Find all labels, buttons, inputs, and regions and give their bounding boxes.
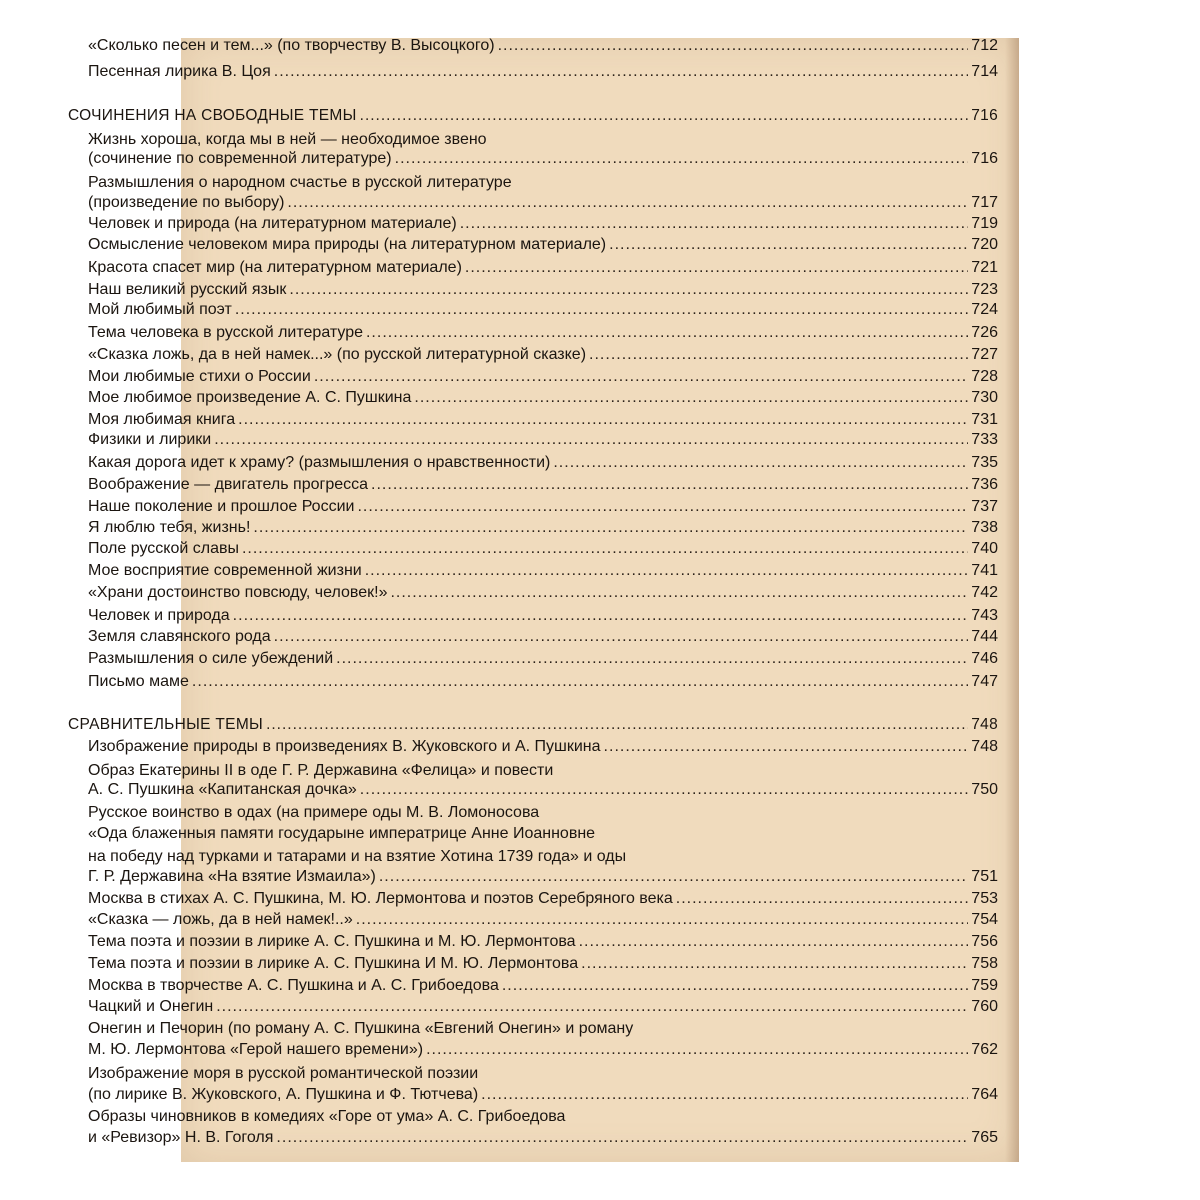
page-number: 759 <box>971 977 998 994</box>
dot-leader <box>216 997 968 1017</box>
entry-title: «Храни достоинство повсюду, человек!» <box>88 584 388 601</box>
toc-entry <box>88 36 998 56</box>
toc-entry <box>88 997 998 1017</box>
toc-entry <box>88 932 998 952</box>
entry-title: Я люблю тебя, жизнь! <box>88 519 251 536</box>
page-number: 740 <box>971 540 998 557</box>
page-edge-shadow <box>1005 38 1019 1162</box>
entry-title: Чацкий и Онегин <box>88 998 214 1015</box>
toc-entry <box>88 649 998 669</box>
entry-title-line: Русское воинство в одах (на примере оды М. В. Ломоносова <box>88 804 540 821</box>
page-number: 726 <box>971 324 998 341</box>
entry-title-line: «Ода блаженныя памяти государыне императрице Анне Иоанновне <box>88 825 596 842</box>
toc-entry <box>88 62 998 82</box>
dot-leader <box>253 518 968 538</box>
entry-title: М. Ю. Лермонтова «Герой нашего времени») <box>88 1041 424 1058</box>
dot-leader <box>360 106 969 126</box>
entry-title-line: Изображение моря в русской романтической поэзии <box>88 1065 479 1082</box>
toc-entry <box>88 627 998 647</box>
page-number: 747 <box>971 673 998 690</box>
entry-title: и «Ревизор» Н. В. Гоголя <box>88 1129 274 1146</box>
page-number: 746 <box>971 650 998 667</box>
page-number: 751 <box>971 868 998 885</box>
page-number: 741 <box>971 562 998 579</box>
entry-title-line: Онегин и Печорин (по роману А. С. Пушкина «Евгений Онегин» и роману <box>88 1020 634 1037</box>
entry-title: Моя любимая книга <box>88 411 236 428</box>
page-number: 735 <box>971 454 998 471</box>
entry-title: Москва в творчестве А. С. Пушкина и А. С. Грибоедова <box>88 977 499 994</box>
page-number: 742 <box>971 584 998 601</box>
dot-leader <box>414 388 968 408</box>
dot-leader <box>233 606 969 626</box>
toc-entry <box>88 910 998 930</box>
toc-entry <box>88 672 998 692</box>
toc-entry <box>88 1085 998 1105</box>
page-number: 733 <box>971 431 998 448</box>
dot-leader <box>465 258 968 278</box>
page-number: 744 <box>971 628 998 645</box>
dot-leader <box>553 453 968 473</box>
page-number: 728 <box>971 368 998 385</box>
page-number: 712 <box>971 37 998 54</box>
entry-title: Тема поэта и поэзии в лирике А. С. Пушкина и М. Ю. Лермонтова <box>88 933 576 950</box>
entry-title: (по лирике В. Жуковского, А. Пушкина и Ф. Тютчева) <box>88 1086 479 1103</box>
toc-entry <box>88 737 998 757</box>
entry-title: «Сказка ложь, да в ней намек...» (по русской литературной сказке) <box>88 346 587 363</box>
entry-title-line: Образы чиновников в комедиях «Горе от ума» А. С. Грибоедова <box>88 1108 566 1125</box>
dot-leader <box>274 62 969 82</box>
toc-entry <box>88 235 998 255</box>
page-number: 723 <box>971 281 998 298</box>
page-number: 716 <box>971 150 998 167</box>
toc-entry <box>88 518 998 538</box>
toc-entry <box>88 453 998 473</box>
entry-title: Песенная лирика В. Цоя <box>88 63 271 80</box>
page-number: 764 <box>971 1086 998 1103</box>
toc-entry <box>88 1040 998 1060</box>
dot-leader <box>276 1128 968 1148</box>
page-number: 748 <box>971 716 998 733</box>
page-number: 719 <box>971 215 998 232</box>
toc-entry <box>88 867 998 887</box>
entry-title: Воображение — двигатель прогресса <box>88 476 369 493</box>
entry-title: Размышления о силе убеждений <box>88 650 334 667</box>
dot-leader <box>366 323 968 343</box>
entry-title: Мой любимый поэт <box>88 301 232 318</box>
dot-leader <box>274 627 969 647</box>
toc-entry <box>88 388 998 408</box>
dot-leader <box>589 345 968 365</box>
entry-title: Письмо маме <box>88 673 189 690</box>
entry-title: «Сказка — ложь, да в ней намек!..» <box>88 911 353 928</box>
dot-leader <box>581 954 968 974</box>
toc-entry <box>88 430 998 450</box>
dot-leader <box>357 497 968 517</box>
entry-title: СОЧИНЕНИЯ НА СВОБОДНЫЕ ТЕМЫ <box>68 107 357 124</box>
dot-leader <box>266 715 968 735</box>
toc-entry <box>88 539 998 559</box>
dot-leader <box>242 539 968 559</box>
entry-title: Земля славянского рода <box>88 628 271 645</box>
page-number: 727 <box>971 346 998 363</box>
toc-entry <box>88 214 998 234</box>
dot-leader <box>336 649 968 669</box>
entry-title: Наше поколение и прошлое России <box>88 498 355 515</box>
entry-title: Москва в стихах А. С. Пушкина, М. Ю. Лермонтова и поэтов Серебряного века <box>88 890 673 907</box>
page-number: 716 <box>971 107 998 124</box>
entry-title: (сочинение по современной литературе) <box>88 150 392 167</box>
entry-title-line: на победу над турками и татарами и на взятие Хотина 1739 года» и оды <box>88 848 627 865</box>
entry-title: Мое любимое произведение А. С. Пушкина <box>88 389 412 406</box>
page-number: 738 <box>971 519 998 536</box>
dot-leader <box>609 235 968 255</box>
entry-title: Г. Р. Державина «На взятие Измаила») <box>88 868 376 885</box>
dot-leader <box>579 932 969 952</box>
toc-entry <box>88 606 998 626</box>
entry-title: Осмысление человеком мира природы (на литературном материале) <box>88 236 607 253</box>
entry-title: «Сколько песен и тем...» (по творчеству В. Высоцкого) <box>88 37 495 54</box>
entry-title: Наш великий русский язык <box>88 281 287 298</box>
dot-leader <box>289 280 968 300</box>
dot-leader <box>502 976 968 996</box>
page-number: 754 <box>971 911 998 928</box>
dot-leader <box>235 300 968 320</box>
page-number: 758 <box>971 955 998 972</box>
dot-leader <box>498 36 969 56</box>
dot-leader <box>214 430 968 450</box>
page-number: 736 <box>971 476 998 493</box>
toc-entry <box>88 193 998 213</box>
toc-entry <box>88 300 998 320</box>
page-number: 748 <box>971 738 998 755</box>
dot-leader <box>192 672 968 692</box>
dot-leader <box>426 1040 968 1060</box>
entry-title: Поле русской славы <box>88 540 239 557</box>
entry-title: Физики и лирики <box>88 431 212 448</box>
page-number: 756 <box>971 933 998 950</box>
book-page <box>68 37 1019 1162</box>
page-number: 743 <box>971 607 998 624</box>
toc-entry <box>88 497 998 517</box>
entry-title: Мое восприятие современной жизни <box>88 562 362 579</box>
toc-entry <box>88 410 998 430</box>
entry-title: Тема поэта и поэзии в лирике А. С. Пушкина И М. Ю. Лермонтова <box>88 955 579 972</box>
entry-title: СРАВНИТЕЛЬНЫЕ ТЕМЫ <box>68 716 264 733</box>
toc-entry <box>88 976 998 996</box>
dot-leader <box>365 561 969 581</box>
toc-entry <box>88 780 998 800</box>
entry-title: Какая дорога идет к храму? (размышления о нравственности) <box>88 454 551 471</box>
toc-entry <box>88 583 998 603</box>
section-heading <box>68 715 998 735</box>
page-number: 714 <box>971 63 998 80</box>
dot-leader <box>238 410 968 430</box>
toc-entry <box>88 561 998 581</box>
page-number: 717 <box>971 194 998 211</box>
page-number: 760 <box>971 998 998 1015</box>
toc-entry <box>88 280 998 300</box>
toc-entry <box>88 367 998 387</box>
toc-entry <box>88 258 998 278</box>
entry-title: Мои любимые стихи о России <box>88 368 311 385</box>
page-number: 765 <box>971 1129 998 1146</box>
entry-title-line: Жизнь хороша, когда мы в ней — необходимое звено <box>88 131 487 148</box>
page-number: 731 <box>971 411 998 428</box>
dot-leader <box>360 780 969 800</box>
page-number: 730 <box>971 389 998 406</box>
dot-leader <box>395 149 969 169</box>
toc-entry <box>88 323 998 343</box>
dot-leader <box>676 889 969 909</box>
dot-leader <box>379 867 968 887</box>
dot-leader <box>314 367 968 387</box>
page-number: 753 <box>971 890 998 907</box>
dot-leader <box>356 910 969 930</box>
entry-title: Тема человека в русской литературе <box>88 324 363 341</box>
page-number: 720 <box>971 236 998 253</box>
toc-entry <box>88 149 998 169</box>
dot-leader <box>287 193 968 213</box>
toc-entry <box>88 475 998 495</box>
dot-leader <box>390 583 968 603</box>
entry-title-line: Размышления о народном счастье в русской литературе <box>88 174 512 191</box>
dot-leader <box>371 475 968 495</box>
section-heading <box>68 106 998 126</box>
page-number: 724 <box>971 301 998 318</box>
entry-title: Красота спасет мир (на литературном материале) <box>88 259 462 276</box>
toc-entry <box>88 954 998 974</box>
toc-entry <box>88 889 998 909</box>
page-number: 737 <box>971 498 998 515</box>
entry-title: Человек и природа <box>88 607 230 624</box>
page-number: 750 <box>971 781 998 798</box>
toc-entry <box>88 1128 998 1148</box>
entry-title: Человек и природа (на литературном материале) <box>88 215 457 232</box>
dot-leader <box>460 214 969 234</box>
entry-title: Изображение природы в произведениях В. Жуковского и А. Пушкина <box>88 738 601 755</box>
dot-leader <box>481 1085 968 1105</box>
page-number: 721 <box>971 259 998 276</box>
page-number: 762 <box>971 1041 998 1058</box>
entry-title: (произведение по выбору) <box>88 194 285 211</box>
entry-title-line: Образ Екатерины II в оде Г. Р. Державина «Фелица» и повести <box>88 762 554 779</box>
entry-title: А. С. Пушкина «Капитанская дочка» <box>88 781 357 798</box>
dot-leader <box>604 737 969 757</box>
toc-entry <box>88 345 998 365</box>
